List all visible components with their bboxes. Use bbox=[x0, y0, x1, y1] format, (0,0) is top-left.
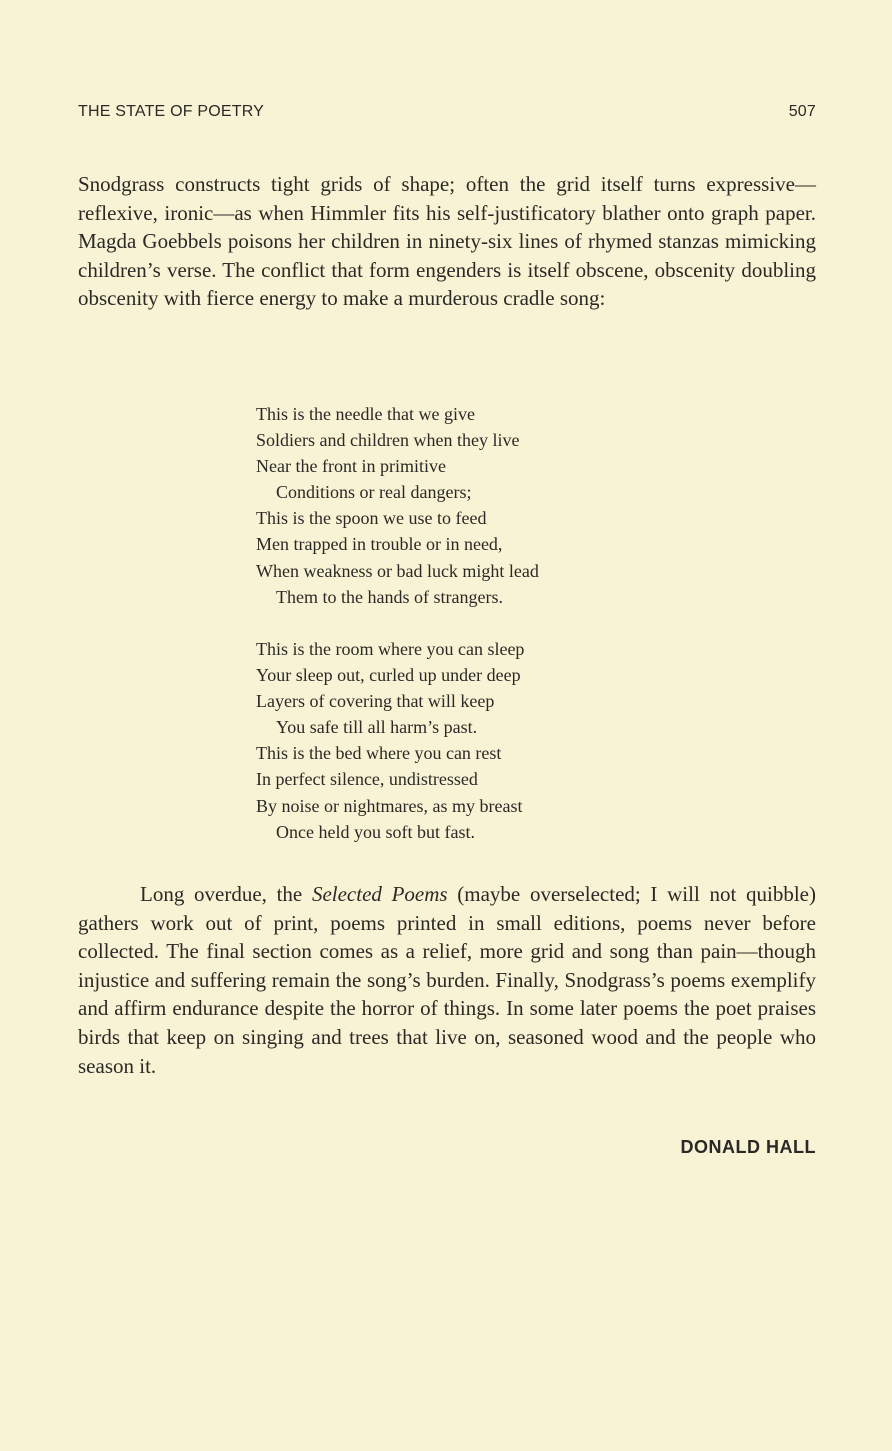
poem-stanza-2 bbox=[256, 636, 716, 845]
poem-line: Soldiers and children when they live bbox=[256, 430, 520, 451]
poem-line: Conditions or real dangers; bbox=[276, 482, 472, 503]
book-title: Selected Poems bbox=[311, 882, 448, 906]
poem-line: By noise or nightmares, as my breast bbox=[256, 795, 523, 816]
poem-line: Near the front in primitive bbox=[256, 456, 446, 477]
poem-stanza-1 bbox=[256, 401, 716, 610]
paragraph-2-rest: (maybe overselected; I will not quibble) gathers work out of print, poems printed in small editions, poems never before collected. The final section comes as a relief, more grid and song than pain—though injustice and suffering remain the song’s burden. Finally, Snodgrass’s poems exemplify and affirm endurance despite the horror of things. In some later poems the poet praises birds that keep on singing and trees that live on, seasoned wood and the people who season it. bbox=[78, 882, 816, 1078]
poem-line: Them to the hands of strangers. bbox=[276, 586, 503, 607]
body-paragraph-1: Snodgrass constructs tight grids of shape; often the grid itself turns expressive—reflexive, ironic—as when Himmler fits his self-justificatory blather onto graph paper. Magda Goebbels poisons her children in ninety-six lines of rhymed stanzas mimicking children’s verse. The conflict that form engenders is itself obscene, obscenity doubling obscenity with fierce energy to make a murderous cradle song: bbox=[78, 172, 816, 311]
page-number: 507 bbox=[788, 103, 816, 120]
poem-line: This is the bed where you can rest bbox=[256, 743, 502, 764]
poem-line: Your sleep out, curled up under deep bbox=[256, 665, 521, 686]
poem-line: This is the room where you can sleep bbox=[256, 639, 525, 659]
author-signature: DONALD HALL bbox=[680, 1137, 816, 1157]
running-title: THE STATE OF POETRY bbox=[78, 103, 265, 120]
poem-line: Layers of covering that will keep bbox=[256, 691, 495, 712]
paragraph-2-lead: Long overdue, the bbox=[140, 882, 312, 906]
poem-line: When weakness or bad luck might lead bbox=[256, 560, 539, 581]
poem-line: This is the spoon we use to feed bbox=[256, 508, 487, 529]
poem-line: This is the needle that we give bbox=[256, 404, 475, 424]
poem-line: Once held you soft but fast. bbox=[276, 821, 475, 842]
body-paragraph-2 bbox=[78, 880, 816, 1080]
poem-line: Men trapped in trouble or in need, bbox=[256, 534, 503, 555]
poem-line: In perfect silence, undistressed bbox=[256, 769, 478, 790]
poem-line: You safe till all harm’s past. bbox=[276, 717, 478, 738]
